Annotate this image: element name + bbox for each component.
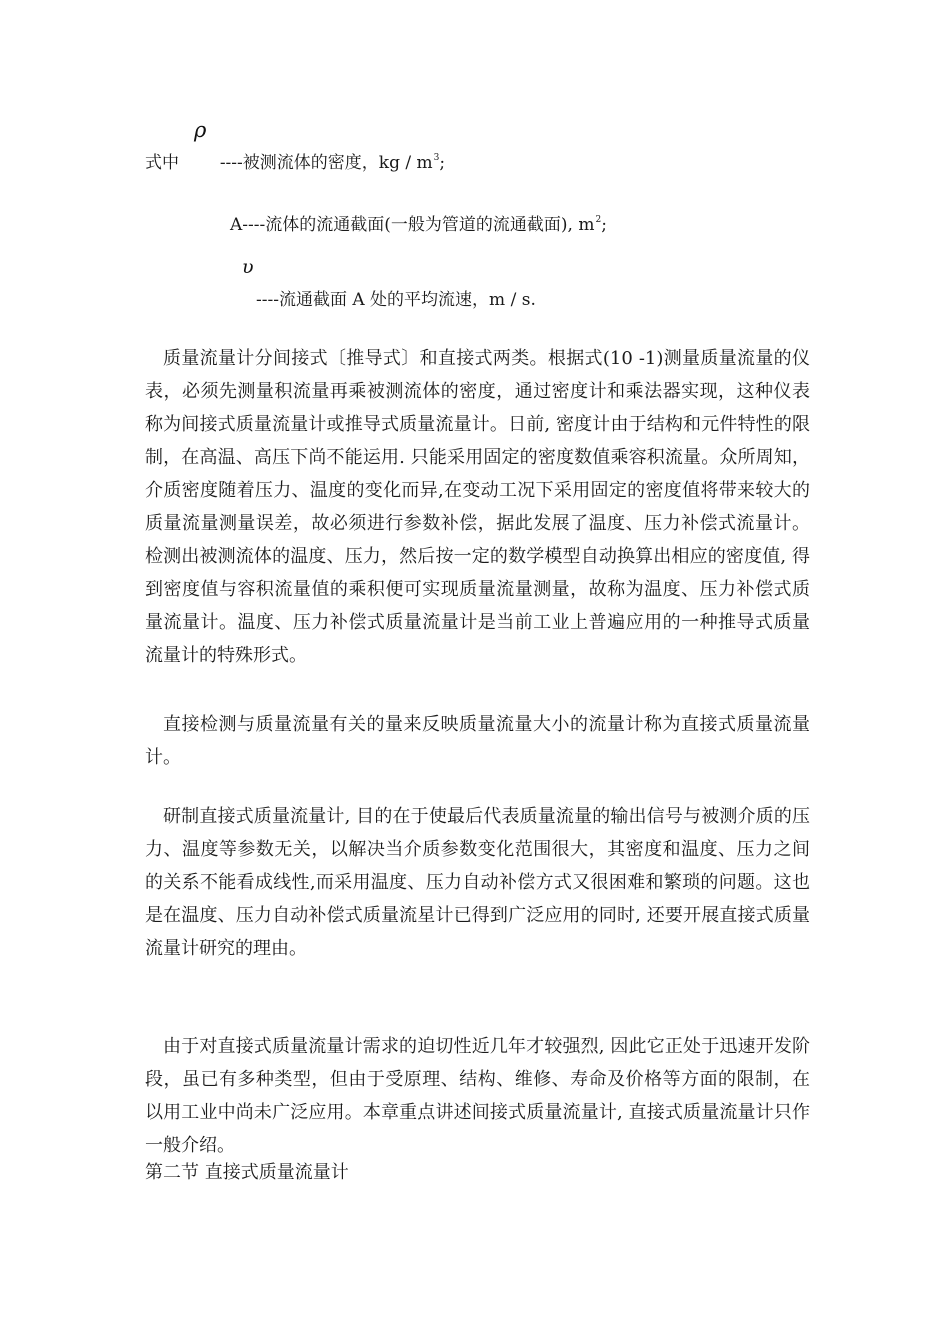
upsilon-symbol: υ [242,256,254,278]
definition-area: A----流体的流通截面(一般为管道的流通截面), $m^2$; [230,215,607,235]
density-definition-text: ----被测流体的密度，kg / m [219,153,433,173]
definition-prefix: 式中 [145,153,179,173]
paragraph-direct-definition: 直接检测与质量流量有关的量来反映质量流量大小的流量计称为直接式质量流量计。 [145,714,810,768]
density-unit-exponent: 3 [433,153,440,163]
paragraph-development-status: 由于对直接式质量流量计需求的迫切性近几年才较强烈, 因此它正处于迅速开发阶段，虽已有多种类型，但由于受原理、结构、维修、寿命及价格等方面的限制，在以用工业中尚未广泛应用。本章重点讲述间接式质量流量计, 直接式质量流量计只作一般介绍。 [145,1036,810,1156]
area-unit-exponent: 2 [595,215,602,225]
velocity-definition-text: ----流通截面 A 处的平均流速，m / s. [256,290,536,310]
paragraph-indirect-meters: 质量流量计分间接式〔推导式〕和直接式两类。根据式(10 -1)测量质量流量的仪表，必须先测量积流量再乘被测流体的密度，通过密度计和乘法器实现，这种仪表称为间接式质量流量计或推导式质量流量计。日前, 密度计由于结构和元件特性的限制，在高温、高压下尚不能运用. 只能采用固定的密度数值乘容积流量。众所周知，介质密度随着压力、温度的变化而异,在变动工况下采用固定的密度值将带来较大的质量流量测量误差，故必须进行参数补偿，据此发展了温度、压力补偿式流量计。检测出被测流体的温度、压力，然后按一定的数学模型自动换算出相应的密度值, 得到密度值与容积流量值的乘积便可实现质量流量测量，故称为温度、压力补偿式质量流量计。温度、压力补偿式质量流量计是当前工业上普遍应用的一种推导式质量流量计的特殊形式。 [145,348,810,666]
paragraph-research-purpose: 研制直接式质量流量计, 目的在于使最后代表质量流量的输出信号与被测介质的压力、温度等参数无关，以解决当介质参数变化范围很大，其密度和温度、压力之间的关系不能看成线性,而采用温度、压力自动补偿方式又很困难和繁琐的问题。这也是在温度、压力自动补偿式质量流星计已得到广泛应用的同时, 还要开展直接式质量流量计研究的理由。 [145,806,810,959]
section-heading: 第二节 直接式质量流量计 [145,1162,349,1183]
rho-symbol: ρ [194,118,207,142]
definition-density: 式中 ----被测流体的密度，kg / $m^3$; [145,153,446,173]
definition-velocity [256,285,536,310]
area-definition-text: A----流体的流通截面(一般为管道的流通截面), m [230,215,595,235]
